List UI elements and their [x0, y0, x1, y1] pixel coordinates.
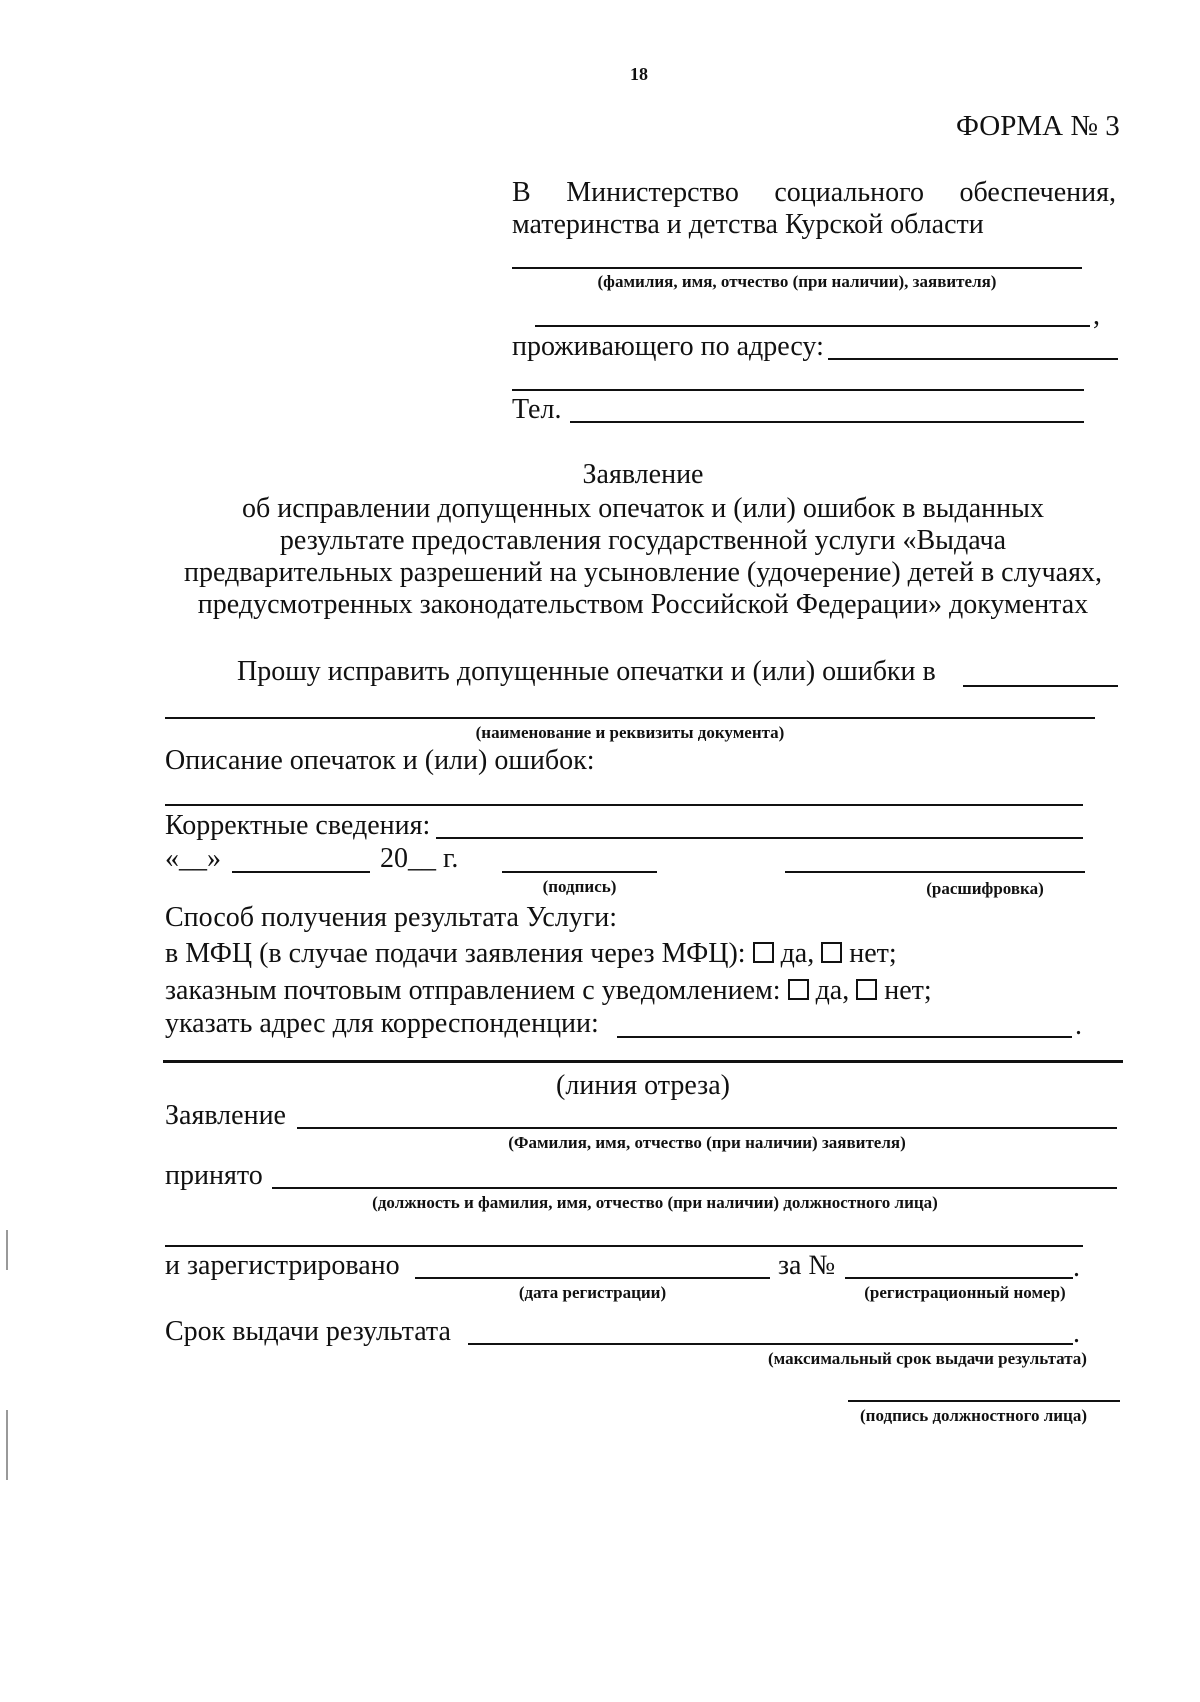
- scan-margin-mark: [6, 1230, 8, 1270]
- receipt-applicant-field[interactable]: [297, 1127, 1117, 1129]
- mfc-yes-checkbox[interactable]: [753, 942, 774, 963]
- cut-line: [163, 1060, 1123, 1063]
- errors-label: Описание опечаток и (или) ошибок:: [165, 745, 595, 776]
- decoding-field[interactable]: [785, 871, 1085, 873]
- registration-date-field[interactable]: [415, 1277, 770, 1279]
- applicant-name-field-2[interactable]: [535, 325, 1090, 327]
- addressee-word: Министерство: [566, 177, 739, 208]
- form-number: ФОРМА № 3: [956, 110, 1120, 142]
- applicant-caption: (фамилия, имя, отчество (при наличии), заявителя): [597, 272, 997, 291]
- document-field[interactable]: [963, 685, 1118, 687]
- page-number: 18: [630, 64, 648, 84]
- registration-number-caption: (регистрационный номер): [864, 1283, 1066, 1302]
- mfc-text: в МФЦ (в случае подачи заявления через МФЦ):: [165, 938, 746, 969]
- decoding-caption: (расшифровка): [926, 879, 1044, 898]
- mail-yes-label: да,: [815, 975, 850, 1006]
- period: .: [1073, 1252, 1080, 1283]
- mfc-no-label: нет;: [849, 938, 897, 969]
- title-line2: результате предоставления государственной услуги «Выдача: [279, 525, 1007, 556]
- receipt-statement-label: Заявление: [165, 1100, 286, 1131]
- deadline-field[interactable]: [468, 1343, 1073, 1345]
- addressee-line1: [512, 177, 1116, 209]
- applicant-name-field[interactable]: [512, 267, 1082, 269]
- date-day: «__»: [165, 843, 221, 874]
- date-month-field[interactable]: [232, 871, 370, 873]
- correspondence-address-label: указать адрес для корреспонденции:: [165, 1008, 599, 1039]
- mfc-option-row: [165, 938, 897, 970]
- correspondence-address-field[interactable]: [617, 1036, 1072, 1038]
- mail-no-checkbox[interactable]: [856, 979, 877, 1000]
- scan-margin-mark: [6, 1410, 8, 1480]
- registered-label: и зарегистрировано: [165, 1250, 400, 1281]
- addressee-word: В: [512, 177, 531, 208]
- addressee-line2: материнства и детства Курской области: [512, 209, 984, 240]
- accepted-field[interactable]: [272, 1187, 1117, 1189]
- errors-field[interactable]: [165, 804, 1083, 806]
- cut-line-caption: (линия отреза): [556, 1070, 730, 1101]
- request-text: Прошу исправить допущенные опечатки и (или) ошибки в: [237, 656, 936, 687]
- comma: ,: [1093, 300, 1100, 331]
- signature-caption: (подпись): [542, 877, 617, 896]
- signature-field[interactable]: [502, 871, 657, 873]
- deadline-caption: (максимальный срок выдачи результата): [768, 1349, 1087, 1368]
- mfc-no-checkbox[interactable]: [821, 942, 842, 963]
- mail-text: заказным почтовым отправлением с уведомлением:: [165, 975, 781, 1006]
- title-line1: об исправлении допущенных опечаток и (или) ошибок в выданных: [242, 493, 1044, 524]
- correct-field[interactable]: [436, 837, 1083, 839]
- period: .: [1075, 1010, 1082, 1041]
- method-label: Способ получения результата Услуги:: [165, 902, 618, 933]
- address-label: проживающего по адресу:: [512, 331, 824, 362]
- registration-date-caption: (дата регистрации): [518, 1283, 667, 1302]
- document-caption: (наименование и реквизиты документа): [475, 723, 785, 742]
- registration-number-field[interactable]: [845, 1277, 1073, 1279]
- document-field-2[interactable]: [165, 717, 1095, 719]
- document-title: Заявление: [582, 459, 704, 490]
- mail-no-label: нет;: [884, 975, 932, 1006]
- title-line4: предусмотренных законодательством Российской Федерации» документах: [197, 589, 1089, 620]
- accepted-label: принято: [165, 1160, 263, 1191]
- title-line3: предварительных разрешений на усыновление (удочерение) детей в случаях,: [184, 557, 1102, 588]
- addressee-word: социального: [774, 177, 924, 208]
- accepted-field-2[interactable]: [165, 1245, 1083, 1247]
- phone-field[interactable]: [570, 421, 1084, 423]
- address-field-2[interactable]: [512, 389, 1084, 391]
- receipt-applicant-caption: (Фамилия, имя, отчество (при наличии) заявителя): [508, 1133, 906, 1152]
- mail-yes-checkbox[interactable]: [788, 979, 809, 1000]
- mail-option-row: [165, 975, 932, 1007]
- date-year: 20__ г.: [380, 843, 459, 874]
- correct-label: Корректные сведения:: [165, 810, 431, 841]
- mfc-yes-label: да,: [780, 938, 815, 969]
- address-field[interactable]: [828, 358, 1118, 360]
- official-signature-field[interactable]: [848, 1400, 1120, 1402]
- number-label: за №: [778, 1250, 836, 1281]
- phone-label: Тел.: [512, 394, 562, 425]
- deadline-label: Срок выдачи результата: [165, 1316, 451, 1347]
- period: .: [1073, 1318, 1080, 1349]
- accepted-caption: (должность и фамилия, имя, отчество (при наличии) должностного лица): [372, 1193, 938, 1212]
- addressee-word: обеспечения,: [959, 177, 1116, 208]
- official-signature-caption: (подпись должностного лица): [860, 1406, 1088, 1425]
